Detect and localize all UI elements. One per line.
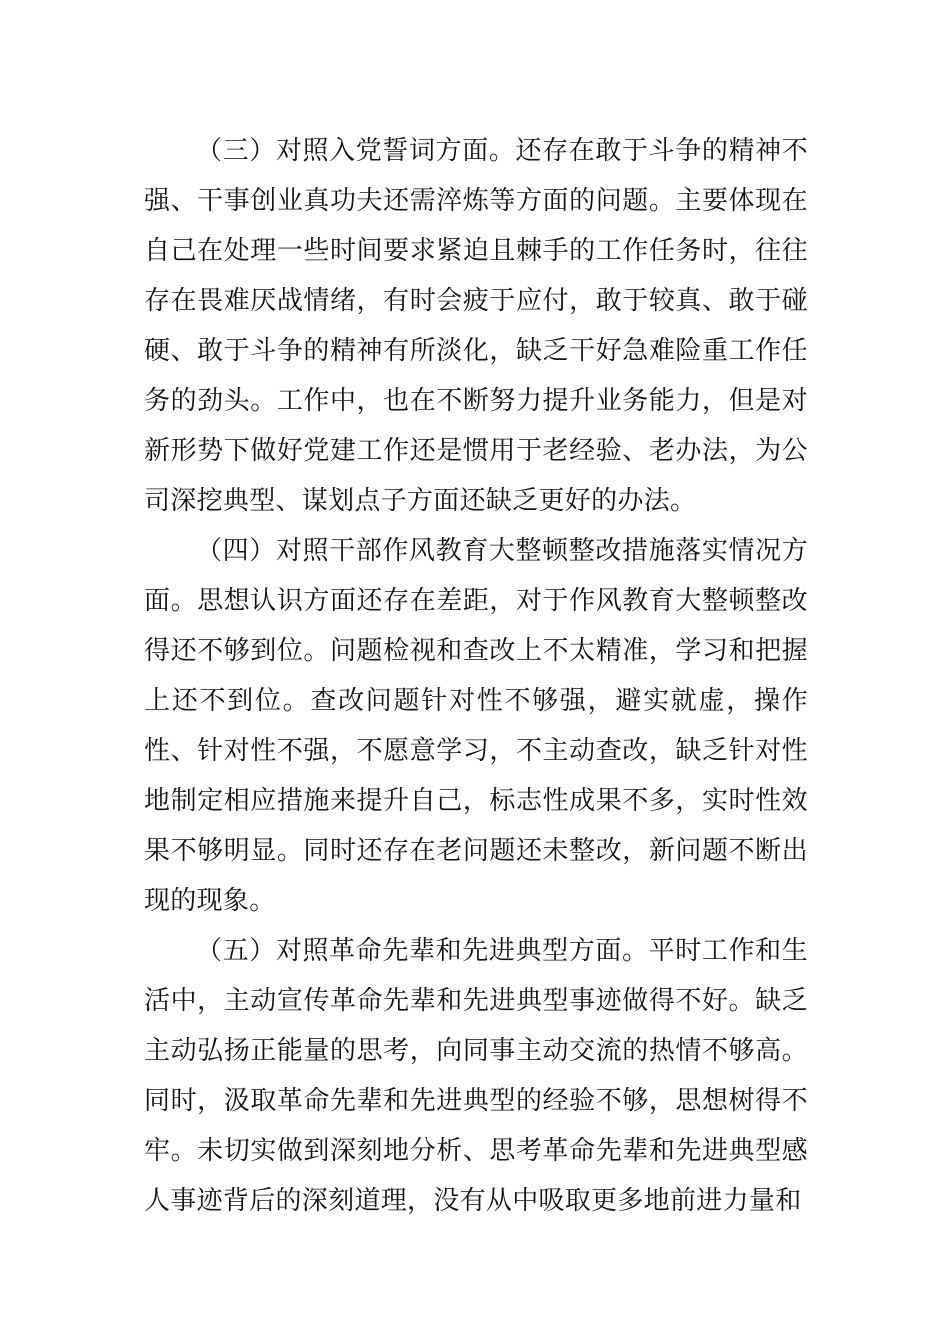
document-body	[144, 126, 808, 1226]
paragraph-section-4: （四）对照干部作风教育大整顿整改措施落实情况方面。思想认识方面还存在差距，对于作风教育大整顿整改得还不够到位。问题检视和查改上不太精准，学习和把握上还不到位。查改问题针对性不够强，避实就虚，操作性、针对性不强，不愿意学习，不主动查改，缺乏针对性地制定相应措施来提升自己，标志性成果不多，实时性效果不够明显。同时还存在老问题还未整改，新问题不断出现的现象。	[144, 536, 808, 916]
paragraph-section-5: （五）对照革命先辈和先进典型方面。平时工作和生活中，主动宣传革命先辈和先进典型事迹做得不好。缺乏主动弘扬正能量的思考，向同事主动交流的热情不够高。同时，汲取革命先辈和先进典型的经验不够，思想树得不牢。未切实做到深刻地分析、思考革命先辈和先进典型感人事迹背后的深刻道理，没有从中吸取更多地前进力量和	[144, 936, 808, 1216]
paragraph-section-3: （三）对照入党誓词方面。还存在敢于斗争的精神不强、干事创业真功夫还需淬炼等方面的问题。主要体现在自己在处理一些时间要求紧迫且棘手的工作任务时，往往存在畏难厌战情绪，有时会疲于应付，敢于较真、敢于碰硬、敢于斗争的精神有所淡化，缺乏干好急难险重工作任务的劲头。工作中，也在不断努力提升业务能力，但是对新形势下做好党建工作还是惯用于老经验、老办法，为公司深挖典型、谋划点子方面还缺乏更好的办法。	[144, 136, 808, 516]
